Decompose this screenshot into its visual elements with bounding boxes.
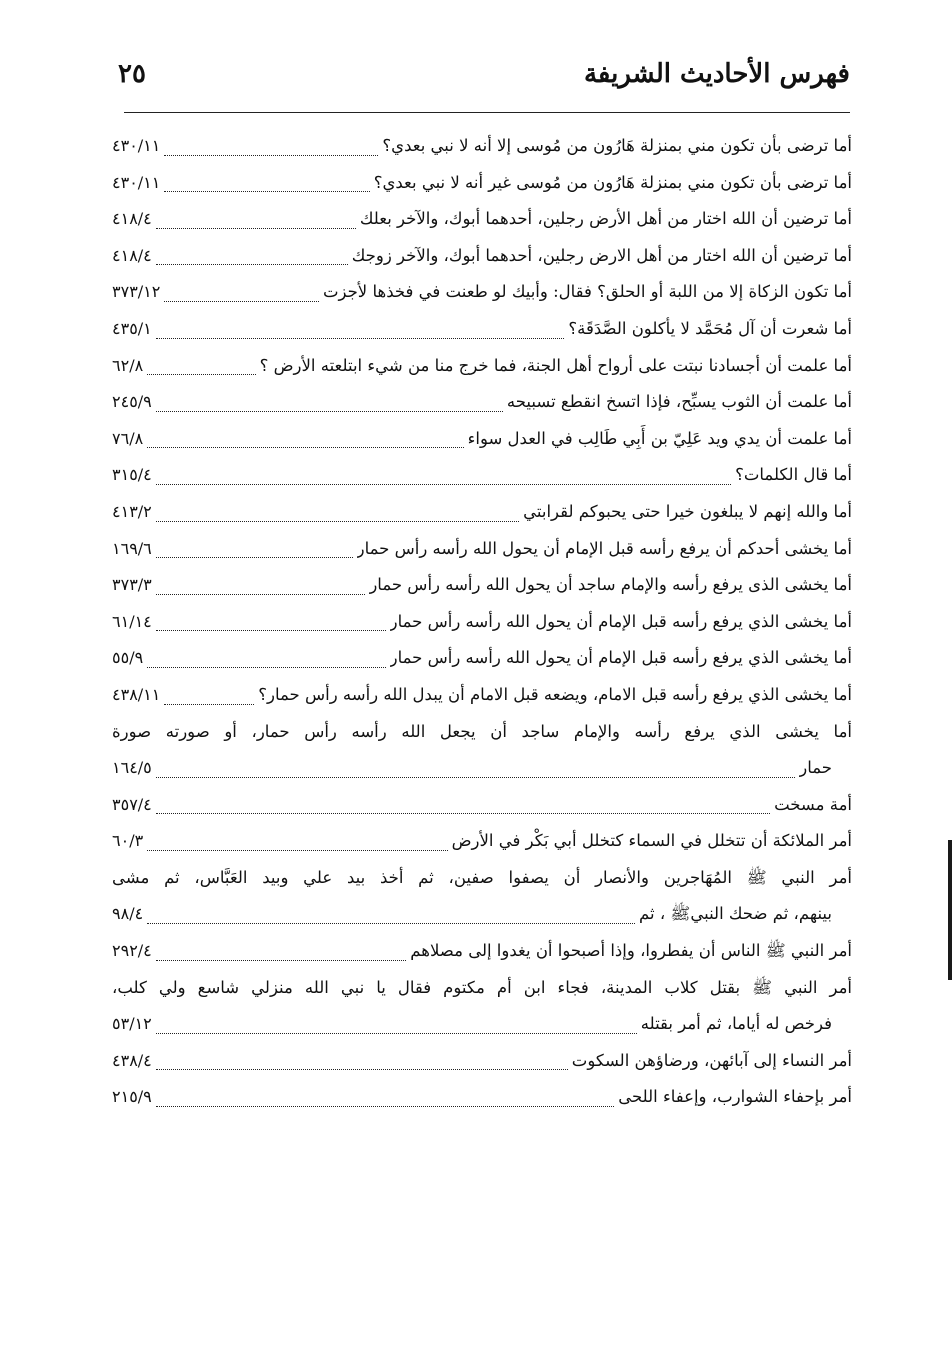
dot-leader <box>156 813 770 814</box>
index-entry-continuation <box>112 750 852 787</box>
index-entry <box>112 311 852 348</box>
hadith-text: أما يخشى الذي يرفع رأسه قبل الإمام أن يحول الله رأسه رأس حمار <box>389 648 852 668</box>
hadith-text-continuation: بينهم، ثم ضحك النبيﷺ ، ثم <box>639 904 832 924</box>
index-entry <box>112 1043 852 1080</box>
index-entry <box>112 860 852 933</box>
dot-leader <box>147 923 635 924</box>
hadith-text: أما شعرت أن آل مُحَمَّد لا يأكلون الصَّدَقَة؟ <box>568 318 852 338</box>
index-entry-line <box>112 640 852 677</box>
index-entry-continuation <box>112 896 852 933</box>
hadith-text: أمر النبي ﷺ المُهَاجرين والأنصار أن يصفوا صفين، ثم أخذ بيد علي وبيد العَبَّاس، ثم مشى <box>112 867 852 887</box>
index-entry-line <box>112 274 852 311</box>
index-entry <box>112 348 852 385</box>
dot-leader <box>156 1069 568 1070</box>
index-entry <box>112 274 852 311</box>
hadith-text: أما ترضى بأن تكون مني بمنزلة هَارُون من مُوسى إلا أنه لا نبي بعدي؟ <box>382 136 852 155</box>
hadith-text: أما يخشى الذي يرفع رأسه قبل الإمام أن يحول الله رأسه رأس حمار <box>389 611 852 631</box>
dot-leader <box>147 374 255 375</box>
hadith-text: أما والله إنهم لا يبلغون خيرا حتى يحبوكم لقرابتي <box>523 501 852 521</box>
hadith-text: أما علمت أن أجسادنا نبتت على أرواح أهل الجنة، فما خرج منا من شيء ابتلعته الأرض ؟ <box>259 355 852 375</box>
dot-leader <box>164 155 378 156</box>
volume-page-ref: ٦١/١٤ <box>112 611 152 631</box>
dot-leader <box>156 411 503 412</box>
dot-leader <box>156 960 407 961</box>
hadith-text: أما علمت أن الثوب يسبِّح، فإذا اتسخ انقطع تسبيحه <box>506 392 852 412</box>
dot-leader <box>147 667 385 668</box>
hadith-text-continuation: حمار <box>799 758 832 778</box>
dot-leader <box>156 1106 615 1107</box>
index-entry-line <box>112 970 852 1007</box>
index-entry <box>112 384 852 421</box>
dot-leader <box>147 850 447 851</box>
index-entry <box>112 1079 852 1116</box>
index-entry <box>112 165 852 202</box>
dot-leader <box>156 484 731 485</box>
dot-leader <box>156 594 366 595</box>
index-entry-line <box>112 933 852 970</box>
hadith-text: أمر الملائكة أن تتخلل في السماء كتخلل أبي بَكْر في الأرض <box>451 831 852 851</box>
header-rule <box>124 112 850 113</box>
volume-page-ref: ١٦٩/٦ <box>112 538 152 558</box>
index-entry-line <box>112 714 852 751</box>
index-entry-line <box>112 421 852 458</box>
index-entry-line <box>112 787 852 824</box>
volume-page-ref: ٤١٣/٢ <box>112 501 152 521</box>
index-entry-line <box>112 238 852 275</box>
index-entry <box>112 421 852 458</box>
index-entry <box>112 714 852 787</box>
hadith-index-list <box>112 128 852 1116</box>
volume-page-ref: ٤٣٥/١ <box>112 318 152 338</box>
hadith-text: أمر النساء إلى آبائهن، ورضاؤهن السكوت <box>571 1050 852 1070</box>
index-entry-line <box>112 457 852 494</box>
index-entry <box>112 933 852 970</box>
dot-leader <box>156 630 386 631</box>
hadith-text: أما يخشى الذي يرفع رأسه قبل الامام، ويضعه قبل الامام أن يبدل الله رأسه رأس حمار؟ <box>258 684 852 704</box>
volume-page-ref: ٤١٨/٤ <box>112 209 152 229</box>
index-entry <box>112 457 852 494</box>
volume-page-ref: ٥٥/٩ <box>112 648 144 668</box>
hadith-text: أما ترضى بأن تكون مني بمنزلة هَارُون من مُوسى غير أنه لا نبي بعدي؟ <box>373 172 852 192</box>
page-number: ٢٥ <box>118 59 146 89</box>
index-entry-line <box>112 604 852 641</box>
dot-leader <box>164 301 319 302</box>
index-entry <box>112 494 852 531</box>
volume-page-ref: ٦٠/٣ <box>112 831 144 851</box>
index-entry <box>112 128 852 165</box>
index-entry-continuation <box>112 1006 852 1043</box>
volume-page-ref: ٢٩٢/٤ <box>112 941 152 961</box>
index-entry <box>112 567 852 604</box>
dot-leader <box>156 228 356 229</box>
hadith-text: أمة مسخت <box>774 794 852 814</box>
index-entry <box>112 677 852 714</box>
volume-page-ref: ٦٢/٨ <box>112 355 144 375</box>
hadith-text: أما ترضين أن الله اختار من أهل الارض رجلين، أحدهما أبوك، والآخر زوجك <box>351 245 852 265</box>
dot-leader <box>156 264 348 265</box>
index-entry <box>112 640 852 677</box>
index-entry-line <box>112 1043 852 1080</box>
volume-page-ref: ٤١٨/٤ <box>112 245 152 265</box>
binding-edge-mark <box>948 840 952 980</box>
dot-leader <box>156 1033 637 1034</box>
index-entry-line <box>112 384 852 421</box>
dot-leader <box>164 191 369 192</box>
hadith-text: أمر النبي ﷺ الناس أن يفطروا، وإذا أصبحوا أن يغدوا إلى مصلاهم <box>410 941 852 961</box>
index-entry <box>112 238 852 275</box>
volume-page-ref: ٢٤٥/٩ <box>112 392 152 412</box>
index-entry-line <box>112 567 852 604</box>
index-entry <box>112 787 852 824</box>
index-entry-line <box>112 348 852 385</box>
index-entry <box>112 823 852 860</box>
volume-page-ref: ٤٣٨/٤ <box>112 1050 152 1070</box>
index-entry-line <box>112 823 852 860</box>
dot-leader <box>147 447 463 448</box>
index-entry <box>112 201 852 238</box>
volume-page-ref: ٣٧٣/٣ <box>112 575 152 595</box>
hadith-text: أما يخشى أحدكم أن يرفع رأسه قبل الإمام أن يحول الله رأسه رأس حمار <box>356 538 852 558</box>
dot-leader <box>156 338 565 339</box>
volume-page-ref: ٩٨/٤ <box>112 904 144 924</box>
volume-page-ref: ٣٧٣/١٢ <box>112 282 161 302</box>
hadith-text: أما يخشى الذي يرفع رأسه والإمام ساجد أن يجعل الله رأسه رأس حمار، أو صورته صورة <box>112 721 852 741</box>
hadith-text: أما يخشى الذى يرفع رأسه والإمام ساجد أن يحول الله رأسه رأس حمار <box>369 575 852 595</box>
index-entry-line <box>112 1079 852 1116</box>
index-entry <box>112 604 852 641</box>
volume-page-ref: ٢١٥/٩ <box>112 1087 152 1107</box>
hadith-text: أما علمت أن يدي ويد عَلِيّ بن أَبِي طَالِب في العدل سواء <box>467 428 852 448</box>
index-entry-line <box>112 677 852 714</box>
index-entry-line <box>112 201 852 238</box>
hadith-text: أمر النبي ﷺ بقتل كلاب المدينة، فجاء ابن أم مكتوم فقال يا نبي الله منزلي شاسع ولي كلب، <box>112 977 852 997</box>
page-header <box>112 56 850 96</box>
index-entry <box>112 970 852 1043</box>
page-title: فهرس الأحاديث الشريفة <box>583 59 850 89</box>
hadith-text: أما تكون الزكاة إلا من اللبة أو الحلق؟ فقال: وأبيك لو طعنت في فخذها لأجزت <box>322 282 852 302</box>
index-entry-line <box>112 860 852 897</box>
volume-page-ref: ٣٥٧/٤ <box>112 794 152 814</box>
hadith-text: أمر بإحفاء الشوارب، وإعفاء اللحى <box>618 1087 852 1107</box>
hadith-text: أما قال الكلمات؟ <box>735 465 852 485</box>
volume-page-ref: ٤٣٠/١١ <box>112 172 161 192</box>
volume-page-ref: ١٦٤/٥ <box>112 758 152 778</box>
index-entry <box>112 531 852 568</box>
volume-page-ref: ٧٦/٨ <box>112 428 144 448</box>
index-entry-line <box>112 531 852 568</box>
dot-leader <box>156 777 796 778</box>
volume-page-ref: ٣١٥/٤ <box>112 465 152 485</box>
hadith-text: أما ترضين أن الله اختار من أهل الأرض رجلين، أحدهما أبوك، والآخر بعلك <box>359 209 852 229</box>
hadith-text-continuation: فرخص له أياما، ثم أمر بقتله <box>640 1014 832 1034</box>
index-entry-line <box>112 165 852 202</box>
index-entry-line <box>112 311 852 348</box>
index-entry-line <box>112 128 852 165</box>
dot-leader <box>156 557 353 558</box>
volume-page-ref: ٥٣/١٢ <box>112 1014 152 1034</box>
dot-leader <box>156 521 519 522</box>
dot-leader <box>164 704 254 705</box>
volume-page-ref: ٤٣٠/١١ <box>112 136 161 155</box>
index-entry-line <box>112 494 852 531</box>
volume-page-ref: ٤٣٨/١١ <box>112 684 161 704</box>
